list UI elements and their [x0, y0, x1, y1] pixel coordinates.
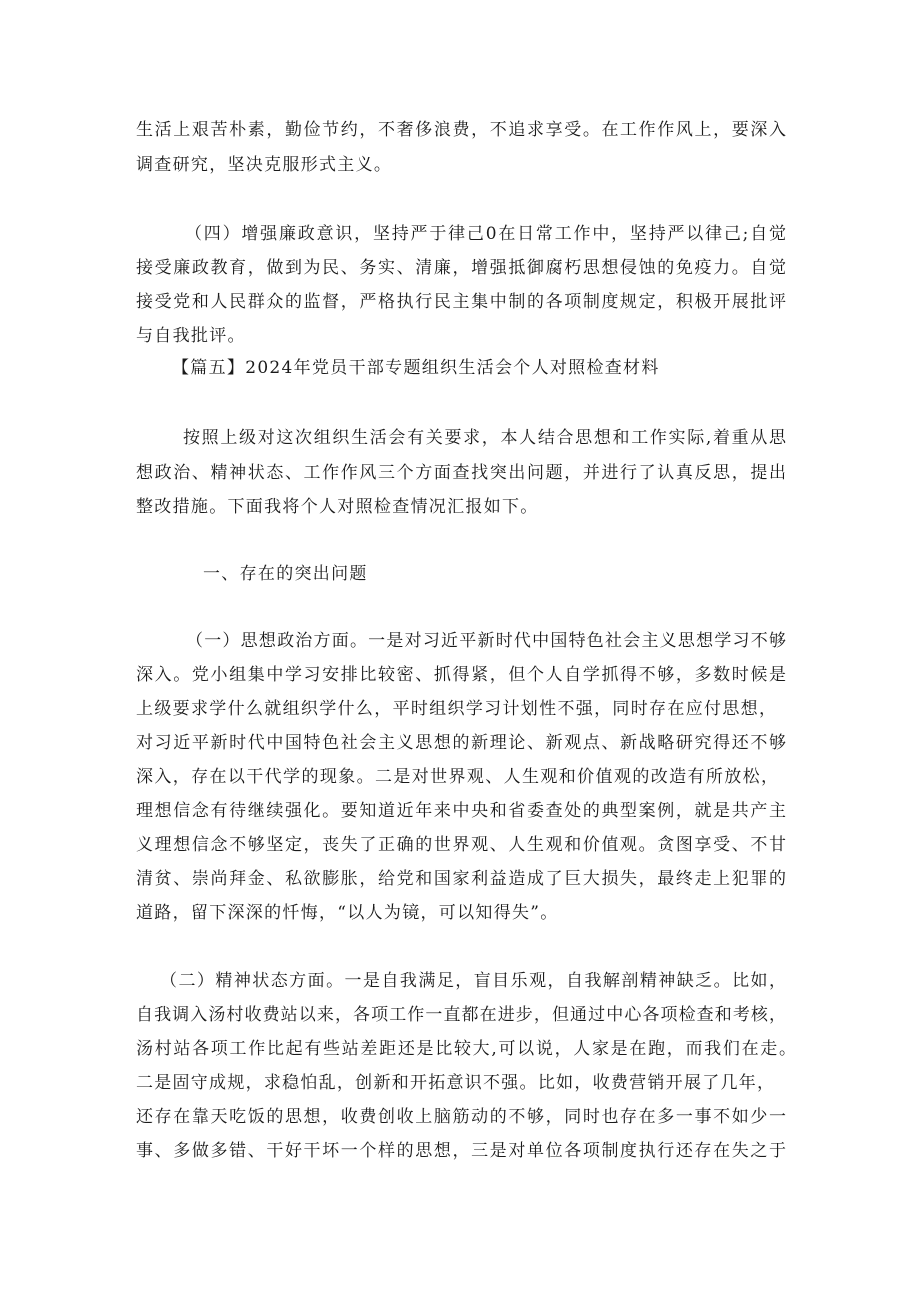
- text-line: 接受党和人民群众的监督，严格执行民主集中制的各项制度规定，积极开展批评: [136, 292, 786, 312]
- section-title: 【篇五】2024年党员干部专题组织生活会个人对照检查材料: [172, 358, 660, 378]
- text-line: 调查研究，坚决克服形式主义。: [136, 155, 393, 175]
- text-line: 深入。党小组集中学习安排比较密、抓得紧，但个人自学抓得不够，多数时候是: [136, 665, 786, 685]
- text-line: （二）精神状态方面。一是自我满足，盲目乐观，自我解剖精神缺乏。比如，: [160, 971, 786, 991]
- text-line: 清贫、崇尚拜金、私欲膨胀，给党和国家利益造成了巨大损失，最终走上犯罪的: [136, 869, 786, 889]
- text-line: 二是固守成规，求稳怕乱，创新和开拓意识不强。比如，收费营销开展了几年，: [136, 1073, 774, 1093]
- text-line: 自我调入汤村收费站以来，各项工作一直都在进步，但通过中心各项检查和考核，: [136, 1005, 786, 1025]
- text-line: 道路，留下深深的忏悔，“以人为镜，可以知得失”。: [136, 903, 559, 923]
- text-line: 与自我批评。: [136, 326, 246, 346]
- text-line: 义理想信念不够坚定，丧失了正确的世界观、人生观和价值观。贪图享受、不甘: [136, 835, 786, 855]
- text-line: 想政治、精神状态、工作作风三个方面查找突出问题，并进行了认真反思，提出: [136, 463, 786, 483]
- text-line: 理想信念有待继续强化。要知道近年来中央和省委查处的典型案例，就是共产主: [136, 801, 786, 821]
- text-line: 生活上艰苦朴素，勤俭节约，不奢侈浪费，不追求享受。在工作作风上，要深入: [136, 120, 786, 140]
- text-line: 上级要求学什么就组织学什么，平时组织学习计划性不强，同时存在应付思想，: [136, 699, 776, 719]
- text-line: 整改措施。下面我将个人对照检查情况汇报如下。: [136, 497, 539, 517]
- heading: 一、存在的突出问题: [203, 564, 368, 584]
- text-line: 对习近平新时代中国特色社会主义思想的新理论、新观点、新战略研究得还不够: [136, 733, 786, 753]
- text-line: 深入，存在以干代学的现象。二是对世界观、人生观和价值观的改造有所放松，: [136, 767, 778, 787]
- text-line: 事、多做多错、干好干坏一个样的思想，三是对单位各项制度执行还存在失之于: [136, 1141, 786, 1161]
- text-line: 还存在靠天吃饭的思想，收费创收上脑筋动的不够，同时也存在多一事不如少一: [136, 1107, 786, 1127]
- text-line: （四）增强廉政意识，坚持严于律己0在日常工作中，坚持严以律己;自觉: [185, 224, 786, 244]
- text-line: 接受廉政教育，做到为民、务实、清廉，增强抵御腐朽思想侵蚀的免疫力。自觉: [136, 258, 786, 278]
- text-line: （一）思想政治方面。一是对习近平新时代中国特色社会主义思想学习不够: [186, 631, 786, 651]
- text-line: 按照上级对这次组织生活会有关要求，本人结合思想和工作实际,着重从思: [183, 428, 786, 448]
- text-line: 汤村站各项工作比起有些站差距还是比较大,可以说，人家是在跑，而我们在走。: [136, 1039, 796, 1059]
